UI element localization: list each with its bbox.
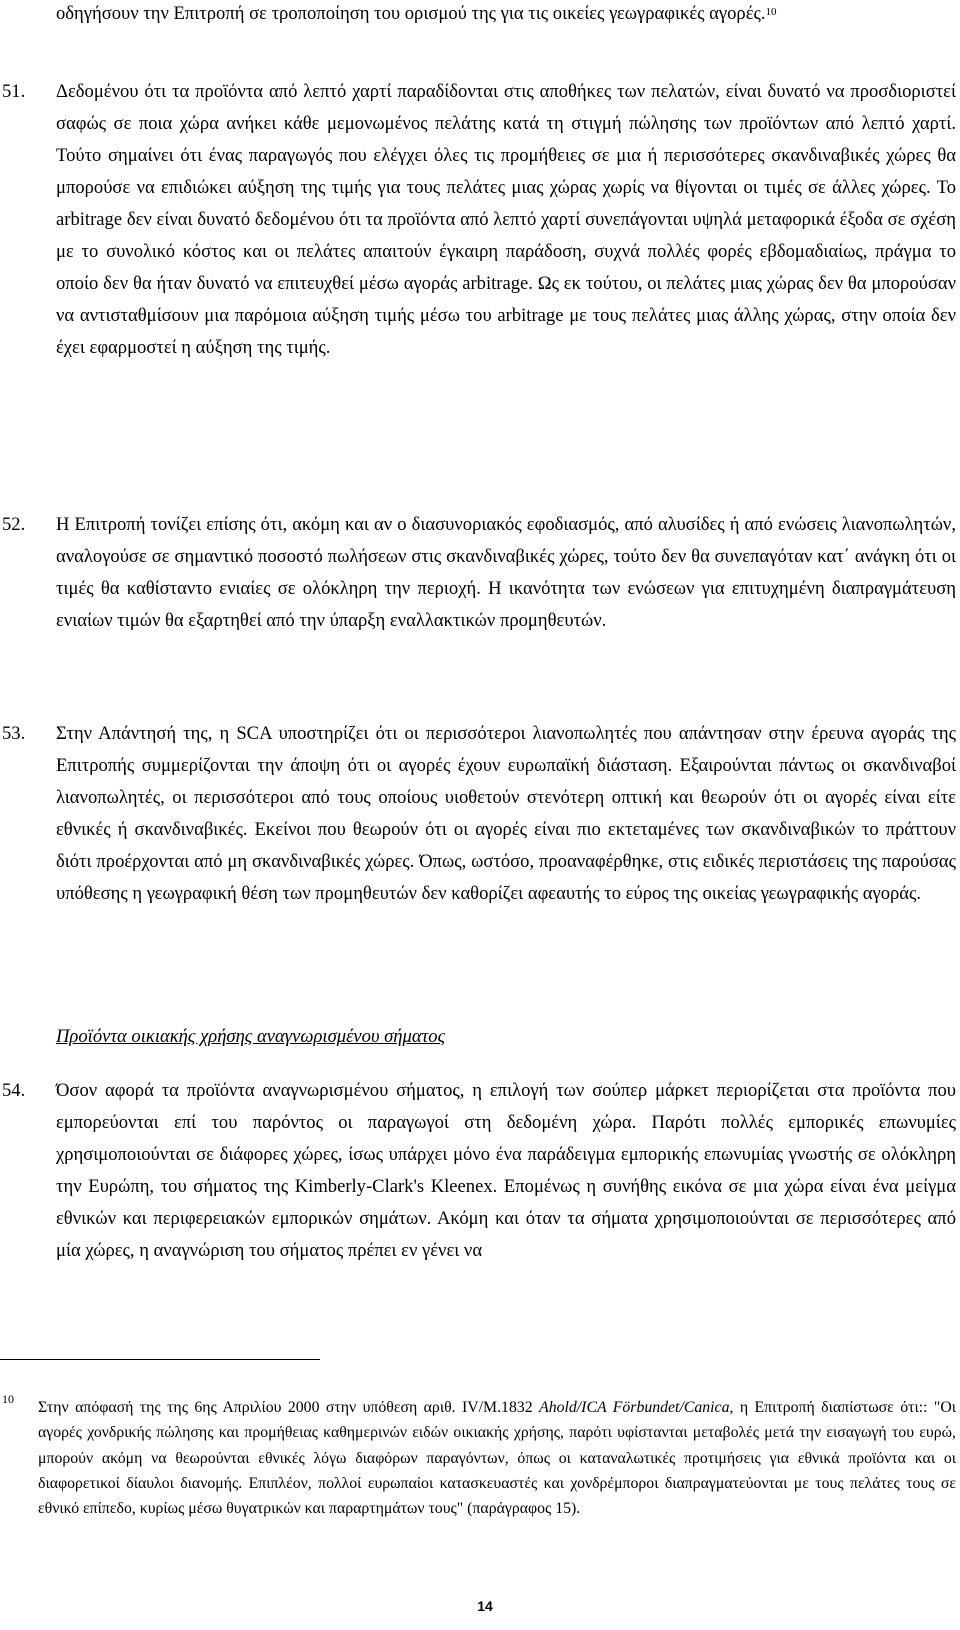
footnote-text (38, 1395, 956, 1521)
footnote-case-name: Ahold/ICA Förbundet/Canica (539, 1399, 730, 1416)
footnote-separator (0, 1359, 320, 1360)
paragraph-text: Όσον αφορά τα προϊόντα αναγνωρισμένου σήματος, η επιλογή των σούπερ μάρκετ περιορίζεται στα προϊόντα που εμπορεύονται επί του παρόντος οι παραγωγοί στη δεδομένη χώρα. Παρότι πολλές εμπορικές επωνυμίες χρησιμοποιούνται σε διάφορες χώρες, ίσως υπάρχει μόνο ένα παράδειγμα εμπορικής επωνυμίας γνωστής σε ολόκληρη την Ευρώπη, του σήματος της Kimberly-Clark's Kleenex. Επομένως η συνήθης εικόνα σε μια χώρα είναι ένα μείγμα εθνικών και περιφερειακών εμπορικών σημάτων. Ακόμη και όταν τα σήματα χρησιμοποιούνται σε περισσότερες από μία χώρες, η αναγνώριση του σήματος πρέπει εν γένει να (56, 1080, 956, 1261)
paragraph-number: 54. (2, 1080, 26, 1101)
paragraph-text: Η Επιτροπή τονίζει επίσης ότι, ακόμη και αν ο διασυνοριακός εφοδιασμός, από αλυσίδες ή από ενώσεις λιανοπωλητών, αναλογούσε σε σημαντικό ποσοστό πωλήσεων στις σκανδιναβικές χώρες, τούτο δεν θα συνεπαγόταν κατ΄ ανάγκη ότι οι τιμές θα καθίσταντο ενιαίες σε ολόκληρη την περιοχή. Η ικανότητα των ενώσεων για επιτυχημένη διαπραγμάτευση ενιαίων τιμών θα εξαρτηθεί από την ύπαρξη εναλλακτικών προμηθευτών. (56, 514, 956, 631)
page-number: 14 (477, 1598, 493, 1614)
continuation-paragraph (56, 0, 956, 30)
paragraph-number: 52. (2, 514, 26, 535)
footnote-text-before: Στην απόφασή της της 6ης Απριλίου 2000 στην υπόθεση αριθ. IV/M.1832 (38, 1399, 540, 1416)
section-heading: Προϊόντα οικιακής χρήσης αναγνωρισμένου σήματος (56, 1026, 446, 1047)
paragraph-number: 53. (2, 723, 26, 744)
footnote-reference[interactable]: 10 (765, 6, 777, 18)
paragraph-text: Δεδομένου ότι τα προϊόντα από λεπτό χαρτί παραδίδονται στις αποθήκες των πελατών, είναι δυνατό να προσδιοριστεί σαφώς σε ποια χώρα ανήκει κάθε μεμονωμένος πελάτης κατά τη στιγμή πώλησης των προϊόντων από λεπτό χαρτί. Τούτο σημαίνει ότι ένας παραγωγός που ελέγχει όλες τις προμήθειες σε μια ή περισσότερες σκανδιναβικές χώρες θα μπορούσε να επιδιώκει αύξηση της τιμής για τους πελάτες μιας χώρας χωρίς να θίγονται οι τιμές σε άλλες χώρες. Το arbitrage δεν είναι δυνατό δεδομένου ότι τα προϊόντα από λεπτό χαρτί συνεπάγονται υψηλά μεταφορικά έξοδα σε σχέση με το συνολικό κόστος και οι πελάτες απαιτούν έγκαιρη παράδοση, συχνά πολλές φορές εβδομαδιαίως, πράγμα το οποίο δεν θα ήταν δυνατό να επιτευχθεί μέσω αγοράς arbitrage. Ως εκ τούτου, οι πελάτες μιας χώρας δεν θα μπορούσαν να αντισταθμίσουν μια παρόμοια αύξηση τιμής μέσω του arbitrage με τους πελάτες μιας άλλης χώρας, στην οποία δεν έχει εφαρμοστεί η αύξηση της τιμής. (56, 81, 956, 358)
paragraph-text: Στην Απάντησή της, η SCA υποστηρίζει ότι οι περισσότεροι λιανοπωλητές που απάντησαν στην έρευνα αγοράς της Επιτροπής συμμερίζονται την άποψη ότι οι αγορές έχουν ευρωπαϊκή διάσταση. Εξαιρούνται πάντως οι σκανδιναβοί λιανοπωλητές, οι περισσότεροι από τους οποίους υιοθετούν στενότερη οπτική και θεωρούν ότι οι αγορές είναι είτε εθνικές ή σκανδιναβικές. Εκείνοι που θεωρούν ότι οι αγορές είναι πιο εκτεταμένες των σκανδιναβικών το πράττουν διότι προέρχονται από μη σκανδιναβικές χώρες. Όπως, ωστόσο, προαναφέρθηκε, στις ειδικές περιστάσεις της παρούσας υπόθεσης η γεωγραφική θέση των προμηθευτών δεν καθορίζει αφεαυτής το εύρος της οικείας γεωγραφικής αγοράς. (56, 723, 956, 904)
footnote-text-after: , η Επιτροπή διαπίστωσε ότι:: "Οι αγορές χονδρικής πώλησης και προμήθειας καθημερινών ειδών οικιακής χρήσης, παρότι υφίστανται μεταβολές μετά την εισαγωγή του ευρώ, μπορούν ακόμη να θεωρούνται εθνικές λόγω διαφόρων παραγόντων, όπως οι καταναλωτικές προτιμήσεις για εθνικά προϊόντα και οι διαφορετικοί δίαυλοι διανομής. Επιπλέον, πολλοί ευρωπαίοι κατασκευαστές και χονδρέμποροι διαπραγματεύονται με τους πελάτες τους σε εθνικό επίπεδο, κυρίως μέσω θυγατρικών και παραρτημάτων τους" (παράγραφος 15). (38, 1399, 956, 1518)
paragraph-number: 51. (2, 81, 26, 102)
footnote-number: 10 (2, 1392, 14, 1406)
continuation-text: οδηγήσουν την Επιτροπή σε τροποποίηση του ορισμού της για τις οικείες γεωγραφικές αγορές. (56, 3, 766, 24)
